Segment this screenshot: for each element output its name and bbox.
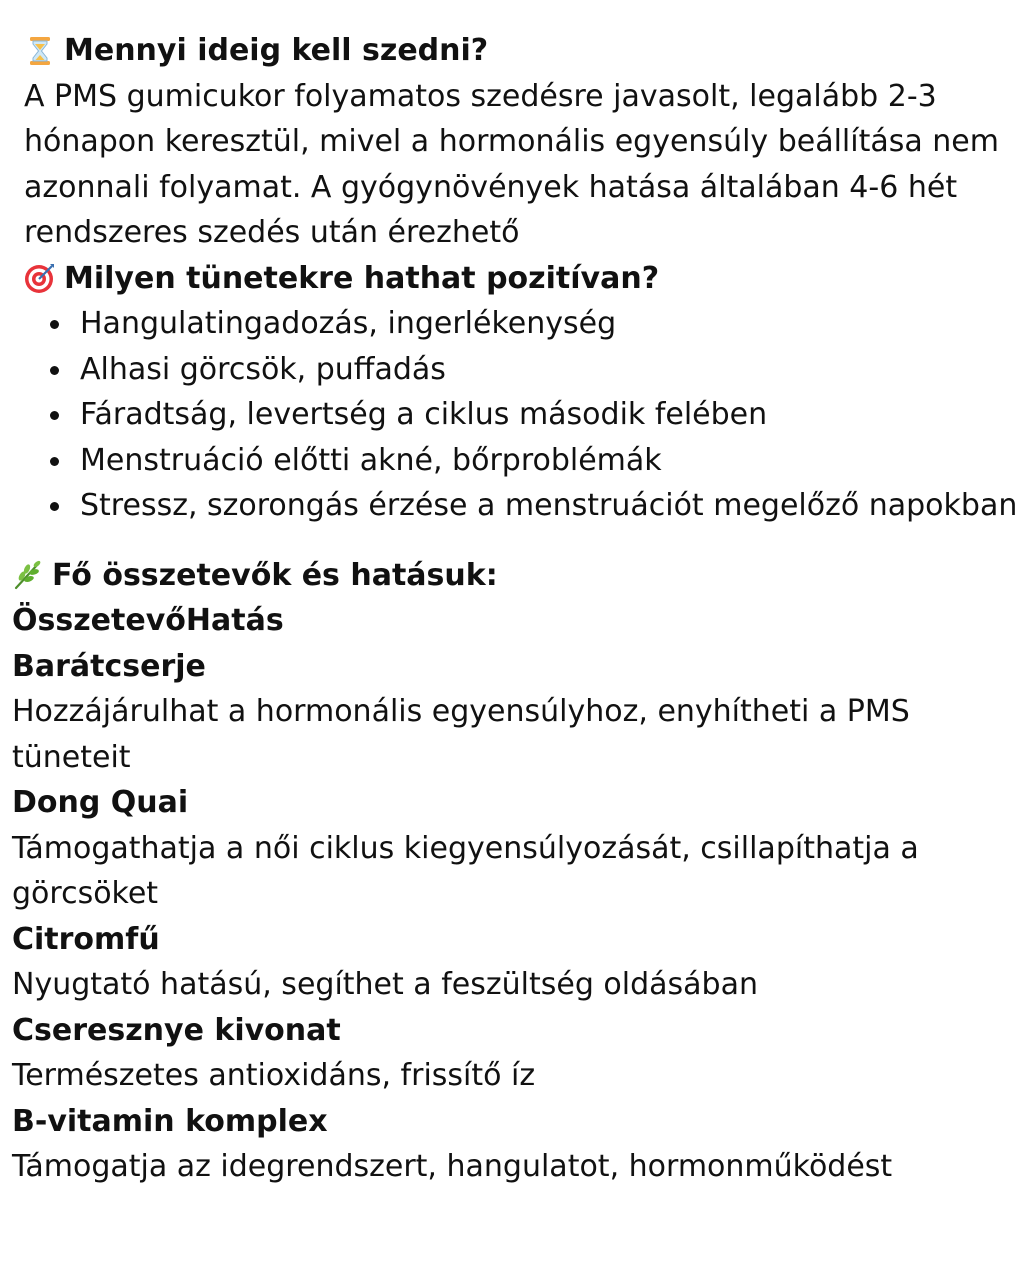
ingredients-title: Fő összetevők és hatásuk:	[52, 557, 498, 593]
hourglass-icon	[24, 35, 56, 67]
ingredient-effect: Nyugtató hatású, segíthet a feszültség oldásában	[12, 967, 758, 1002]
duration-text: A PMS gumicukor folyamatos szedésre javasolt, legalább 2-3 hónapon keresztül, mivel a hormonális egyensúly beállítása nem azonnali folyamat. A gyógynövények hatása általában 4-6 hét rendszeres szedés után érezhető	[24, 78, 999, 250]
ingredient-effect: Hozzájárulhat a hormonális egyensúlyhoz, enyhítheti a PMS tüneteit	[12, 694, 910, 775]
table-header	[12, 598, 1016, 644]
ingredient-name: B-vitamin komplex	[12, 1103, 328, 1139]
ingredient-name: Cseresznye kivonat	[12, 1012, 341, 1048]
ingredient-name: Dong Quai	[12, 785, 189, 820]
ingredients-heading	[12, 553, 1016, 599]
ingredient-name: Barátcserje	[12, 648, 206, 684]
ingredient-effect: Támogatja az idegrendszert, hangulatot, hormonműködést	[12, 1149, 893, 1184]
duration-heading	[24, 28, 1020, 74]
list-item: Fáradtság, levertség a ciklus második felében	[80, 392, 1020, 438]
list-item: Menstruáció előtti akné, bőrproblémák	[80, 438, 1020, 484]
symptoms-list	[24, 301, 1020, 529]
symptoms-heading	[24, 256, 1020, 302]
ingredient-effect: Támogathatja a női ciklus kiegyensúlyozását, csillapíthatja a görcsöket	[12, 830, 919, 911]
ingredients-section	[0, 553, 1024, 1190]
duration-section	[0, 28, 1024, 529]
ingredient-name: Citromfű	[12, 921, 160, 957]
ingredient-effect: Természetes antioxidáns, frissítő íz	[12, 1058, 536, 1093]
duration-title: Mennyi ideig kell szedni?	[64, 33, 489, 68]
symptoms-title: Milyen tünetekre hathat pozitívan?	[64, 260, 660, 296]
header-effect: Hatás	[185, 603, 284, 638]
list-item: Hangulatingadozás, ingerlékenység	[80, 301, 1020, 347]
header-ingredient: Összetevő	[12, 603, 186, 638]
target-icon	[24, 262, 56, 294]
list-item: Alhasi görcsök, puffadás	[80, 347, 1020, 393]
list-item: Stressz, szorongás érzése a menstruációt megelőző napokban	[80, 483, 1020, 529]
herb-icon	[12, 559, 44, 591]
